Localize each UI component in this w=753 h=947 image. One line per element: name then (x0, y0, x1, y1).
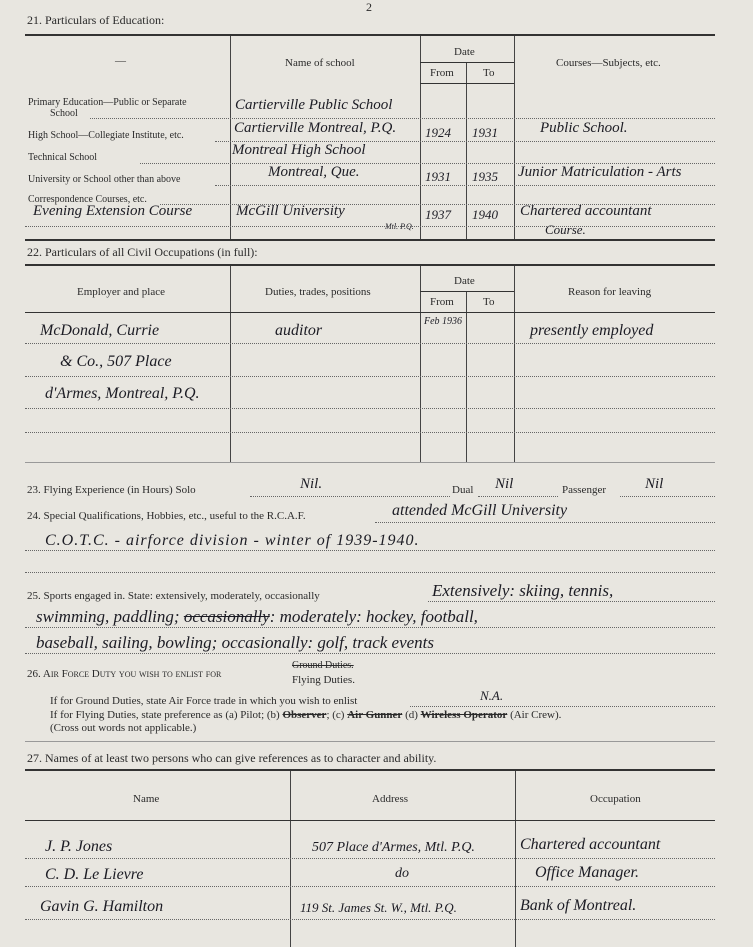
header-to: To (483, 67, 495, 79)
header-from: From (430, 67, 454, 79)
employer-line: McDonald, Currie (40, 322, 160, 339)
flying-experience-label: 23. Flying Experience (in Hours) Solo (27, 484, 196, 496)
dotted-line (428, 601, 715, 602)
dotted-line (25, 886, 715, 887)
column-divider (420, 36, 421, 240)
dotted-line (478, 496, 558, 497)
dotted-line (25, 343, 715, 344)
divider (25, 34, 715, 36)
sports-line: baseball, sailing, bowling; occasionally: golf, track events (36, 633, 435, 652)
dotted-line (90, 118, 715, 119)
gunner-struck: Air Gunner (347, 709, 403, 721)
school-value: McGill University (236, 203, 345, 219)
wireless-struck: Wireless Operator (420, 709, 508, 721)
dotted-line (25, 919, 715, 920)
dotted-line (410, 706, 715, 707)
dotted-line (375, 522, 715, 523)
divider (25, 462, 715, 463)
school-value: Montreal High School (232, 142, 366, 158)
header-address: Address (372, 793, 409, 805)
passenger-value: Nil (645, 476, 664, 492)
header-duties: Duties, trades, positions (265, 286, 371, 298)
ground-duties-struck: Ground Duties. (292, 660, 354, 671)
section-21-title: 21. Particulars of Education: (27, 13, 165, 27)
row-label: Correspondence Courses, etc. (28, 194, 147, 205)
sports-text: swimming, paddling; (36, 607, 184, 626)
duties-value: auditor (275, 322, 323, 339)
cross-out-note: (Cross out words not applicable.) (50, 722, 197, 734)
divider (25, 741, 715, 742)
header-date: Date (454, 46, 475, 58)
from-value: 1937 (425, 207, 451, 222)
course-value: Public School. (540, 120, 628, 136)
divider (420, 291, 514, 292)
header-from: From (430, 296, 454, 308)
column-divider (230, 36, 231, 240)
header-reason: Reason for leaving (568, 286, 652, 298)
reference-name: J. P. Jones (45, 838, 113, 855)
ground-trade-label: If for Ground Duties, state Air Force trade in which you wish to enlist (50, 695, 358, 707)
reference-name: C. D. Le Lievre (45, 866, 144, 883)
section-27-title: 27. Names of at least two persons who can give references as to character and ability. (27, 751, 437, 765)
solo-value: Nil. (300, 476, 323, 492)
dual-value: Nil (495, 476, 514, 492)
dotted-line (215, 185, 715, 186)
reference-address: 119 St. James St. W., Mtl. P.Q. (300, 900, 457, 915)
section-22-title: 22. Particulars of all Civil Occupations (in full): (27, 245, 258, 259)
divider (420, 83, 514, 84)
course-value: Junior Matriculation - Arts (518, 164, 682, 180)
to-value: 1931 (472, 125, 498, 140)
dotted-line (25, 653, 715, 654)
flying-pref-text: If for Flying Duties, state preference as (a) Pilot; (b) (50, 709, 283, 721)
dotted-line (25, 408, 715, 409)
reference-occupation: Office Manager. (535, 864, 639, 881)
from-value: 1931 (425, 169, 451, 184)
divider (25, 239, 715, 241)
employer-line: & Co., 507 Place (60, 353, 172, 370)
school-value: Cartierville Montreal, P.Q. (234, 120, 397, 136)
dotted-line (25, 627, 715, 628)
sports-line (36, 607, 478, 627)
header-employer: Employer and place (77, 286, 165, 298)
qualifications-line: attended McGill University (392, 502, 568, 519)
air-force-duty-label: 26. Air Force Duty you wish to enlist for (27, 668, 222, 680)
sports-label: 25. Sports engaged in. State: extensively, moderately, occasionally (27, 590, 320, 602)
flying-duties: Flying Duties. (292, 674, 355, 686)
divider (420, 62, 514, 63)
qualifications-line: C.O.T.C. - airforce division - winter of 1939-1940. (45, 532, 420, 549)
school-value: Cartierville Public School (235, 97, 393, 113)
row-label: School (50, 108, 78, 119)
employer-line: d'Armes, Montreal, P.Q. (45, 385, 200, 402)
row-label: University or School other than above (28, 174, 181, 185)
divider (25, 769, 715, 771)
header-date: Date (454, 275, 475, 287)
struck-word: occasionally (183, 607, 270, 626)
course-value: Chartered accountant (520, 203, 652, 219)
dotted-line (250, 496, 450, 497)
header-occupation: Occupation (590, 793, 641, 805)
passenger-label: Passenger (562, 484, 606, 496)
dual-label: Dual (452, 484, 474, 496)
sports-text: : moderately: hockey, football, (269, 607, 478, 626)
column-divider (466, 62, 467, 240)
dotted-line (25, 858, 715, 859)
ground-trade-value: N.A. (480, 688, 504, 703)
divider (25, 264, 715, 266)
reference-address: do (395, 866, 409, 881)
flying-pref-text: ; (c) (326, 709, 348, 721)
reference-occupation: Chartered accountant (520, 836, 661, 853)
dotted-line (620, 496, 715, 497)
page-number: 2 (366, 0, 372, 14)
dotted-line (25, 226, 715, 227)
dotted-line (25, 572, 715, 573)
header-to: To (483, 296, 495, 308)
row-label: High School—Collegiate Institute, etc. (28, 130, 184, 141)
row-label: Primary Education—Public or Separate (28, 97, 187, 108)
qualifications-label: 24. Special Qualifications, Hobbies, etc., useful to the R.C.A.F. (27, 510, 306, 522)
column-divider (515, 771, 516, 947)
school-note: Mtl. P.Q. (385, 222, 414, 231)
reference-name: Gavin G. Hamilton (40, 898, 164, 915)
column-divider (290, 771, 291, 947)
header-name: Name (133, 793, 160, 805)
school-value: Montreal, Que. (268, 164, 360, 180)
divider (25, 820, 715, 821)
reference-occupation: Bank of Montreal. (520, 897, 637, 914)
from-value: 1924 (425, 125, 451, 140)
reference-address: 507 Place d'Armes, Mtl. P.Q. (312, 840, 475, 855)
course-value-cont: Course. (545, 222, 586, 237)
row-label: Technical School (28, 152, 97, 163)
flying-preference-line (50, 709, 561, 721)
divider (25, 312, 715, 313)
dotted-line (25, 376, 715, 377)
row-label-handwritten: Evening Extension Course (33, 203, 193, 219)
reason-value: presently employed (530, 322, 654, 339)
flying-pref-text: (Air Crew). (507, 709, 562, 721)
header-courses: Courses—Subjects, etc. (556, 57, 661, 69)
observer-struck: Observer (282, 709, 327, 721)
from-value: Feb 1936 (424, 316, 463, 327)
dotted-line (25, 550, 715, 551)
to-value: 1940 (472, 207, 498, 222)
sports-line: Extensively: skiing, tennis, (432, 581, 614, 600)
column-divider (514, 36, 515, 240)
flying-pref-text: (d) (402, 709, 421, 721)
header-school: Name of school (285, 57, 355, 69)
header-dash: — (115, 55, 126, 67)
dotted-line (25, 432, 715, 433)
to-value: 1935 (472, 169, 498, 184)
